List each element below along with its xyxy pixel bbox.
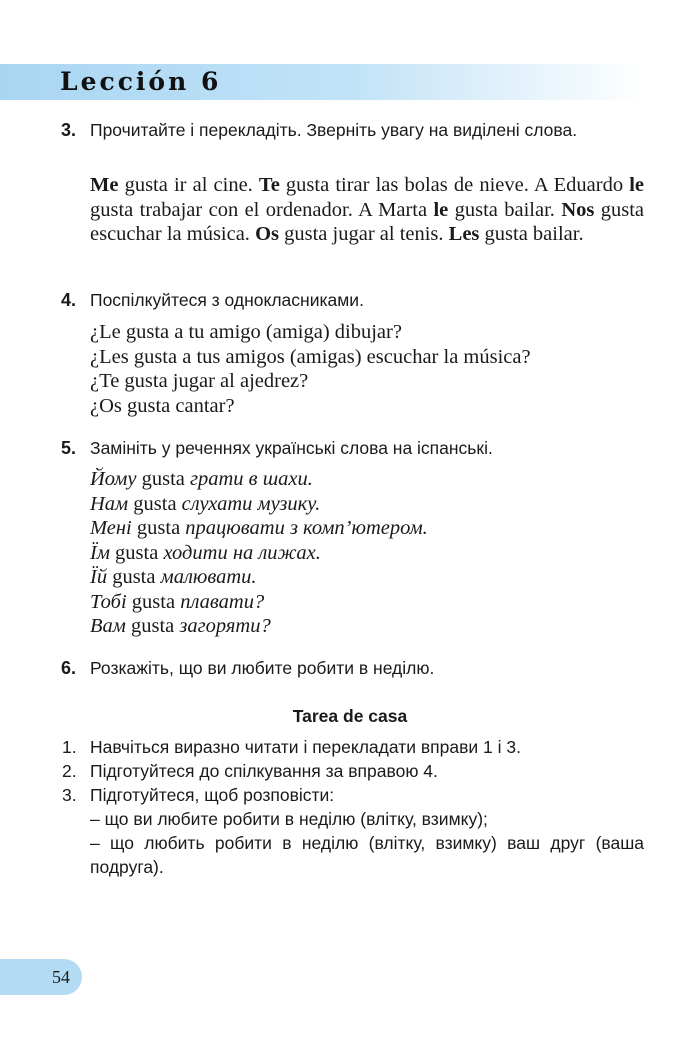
highlighted-word: Nos: [561, 198, 595, 221]
exercise-3-instruction: Прочитайте і перекладіть. Зверніть увагу на виділені слова.: [90, 120, 578, 140]
exercise-4-instruction: Поспілкуйтеся з однокласниками.: [90, 290, 364, 310]
highlighted-word: Os: [255, 223, 279, 245]
highlighted-word: Me: [90, 174, 119, 196]
exercise-4-line: ¿Le gusta a tu amigo (amiga) dibujar?: [90, 321, 402, 343]
exercise-4-line: ¿Les gusta a tus amigos (amigas) escuchar la música?: [90, 345, 531, 368]
page-number: 54: [52, 967, 70, 987]
exercise-4-number: 4.: [61, 290, 77, 310]
exercise-5-line: Їй gusta малювати.: [90, 566, 257, 588]
exercise-5-line: Їм gusta ходити на лижах.: [90, 541, 321, 564]
homework-subitem: – що любить робити в неділю (влітку, взимку) ваш друг (ваша подруга).: [90, 833, 644, 877]
exercise-5-lines: [90, 467, 644, 639]
exercise-3-text: Me gusta ir al cine. Te gusta tirar las bolas de nieve. A Eduardo le gusta trabajar con el ordenador. A Marta le gusta bailar. Nos gusta escuchar la música. Os gusta jugar al tenis. Les gusta bailar.: [90, 174, 645, 245]
highlighted-word: le: [629, 174, 645, 196]
homework-item-number: 1.: [62, 737, 77, 757]
exercise-5-line: Нам gusta слухати музику.: [90, 492, 321, 515]
exercise-3-number: 3.: [61, 120, 77, 140]
highlighted-word: Te: [258, 174, 280, 196]
homework-title: Tarea de casa: [292, 706, 408, 726]
exercise-5-instruction: Замініть у реченнях українські слова на іспанські.: [90, 438, 493, 458]
exercise-5-line: Йому gusta грати в шахи.: [90, 468, 313, 490]
exercise-5-line: Вам gusta загоряти?: [90, 615, 271, 637]
homework-item-text: Підготуйтеся, щоб розповісти:: [90, 785, 335, 805]
homework-subitem: – що ви любите робити в неділю (влітку, взимку);: [90, 809, 488, 829]
homework-item-number: 3.: [62, 785, 77, 805]
homework-item-text: Навчіться виразно читати і перекладати вправи 1 і 3.: [90, 737, 521, 757]
exercise-5-line: Мені gusta працювати з комп’ютером.: [90, 517, 428, 539]
highlighted-word: Les: [448, 223, 480, 245]
highlighted-word: le: [433, 198, 449, 221]
lesson-title: Lección 6: [60, 67, 222, 96]
exercise-4-line: ¿Te gusta jugar al ajedrez?: [90, 370, 309, 392]
homework-item-number: 2.: [62, 761, 77, 781]
exercise-4-lines: [90, 320, 644, 418]
exercise-5-line: Тобі gusta плавати?: [90, 590, 265, 613]
exercise-6-instruction: Розкажіть, що ви любите робити в неділю.: [90, 658, 435, 678]
exercise-5-number: 5.: [61, 438, 77, 458]
exercise-6-number: 6.: [61, 658, 77, 678]
exercise-4-line: ¿Os gusta cantar?: [90, 394, 235, 417]
homework-item-text: Підготуйтеся до спілкування за вправою 4.: [90, 761, 438, 781]
